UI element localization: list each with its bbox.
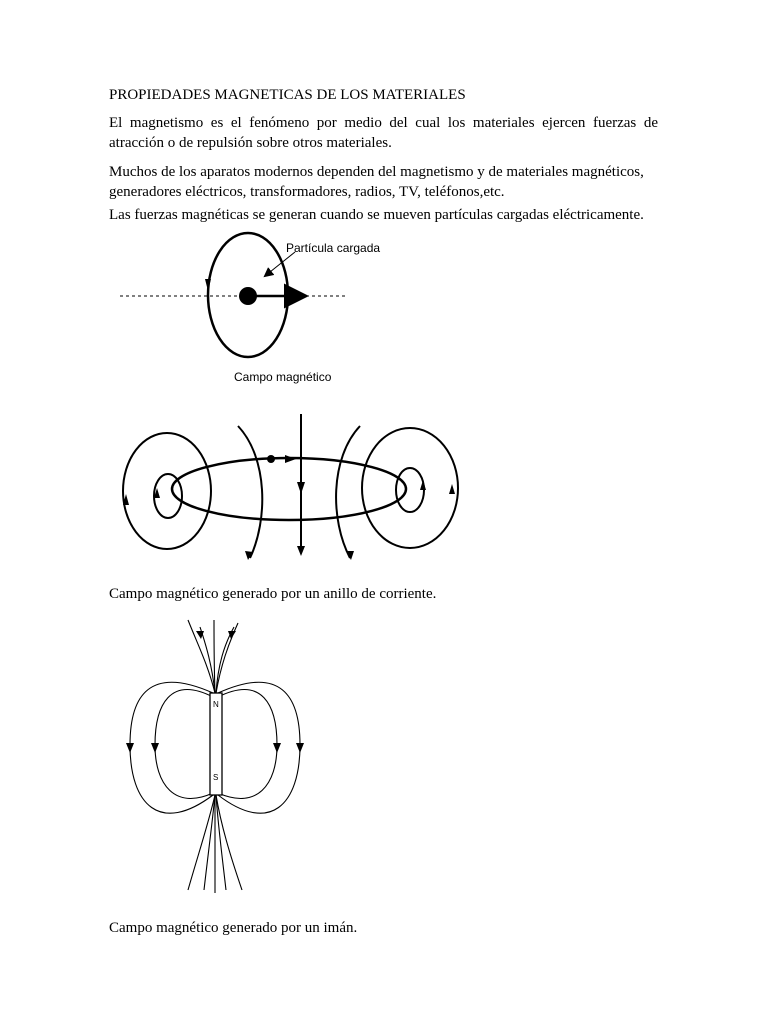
field-line-inner-left <box>155 690 213 799</box>
caption-bar-magnet: Campo magnético generado por un imán. <box>109 920 358 936</box>
pole-south-label: S <box>213 773 219 782</box>
field-line-inner-right <box>218 690 277 799</box>
moving-charge <box>267 455 275 463</box>
field-line-bottom-1 <box>188 795 215 890</box>
caption-current-loop: Campo magnético generado por un anillo de corriente. <box>109 586 437 602</box>
pole-north-label: N <box>213 700 219 709</box>
arrow-field-outer-left <box>126 743 134 753</box>
paragraph-modern-devices: Muchos de los aparatos modernos dependen del magnetismo y de materiales magnéticos, generadores eléctricos, transformadores, radios, TV, teléfonos,etc. <box>109 164 644 200</box>
arrow-inner-right <box>420 480 426 490</box>
field-line-outer-left <box>130 682 213 813</box>
field-line-top-5 <box>214 620 215 693</box>
arrow-outer-right <box>449 484 455 494</box>
field-line-bottom-2 <box>204 795 215 890</box>
arrow-field-inner-right <box>273 743 281 753</box>
arrow-ring-direction <box>285 455 296 463</box>
inner-field-loop-right <box>396 468 424 512</box>
arrow-field-outer-right <box>296 743 304 753</box>
outer-field-loop-left <box>123 433 211 549</box>
field-line-bottom-3 <box>216 795 226 890</box>
arrow-axis-down <box>297 482 305 494</box>
paragraph-magnetism-definition: El magnetismo es el fenómeno por medio del cual los materiales ejercen fuerzas de atracción o de repulsión sobre otros materiales. <box>109 115 658 151</box>
field-direction-arrow <box>205 279 211 291</box>
figure-charged-particle <box>0 225 768 395</box>
arrow-field-inner-left <box>151 743 159 753</box>
current-ring <box>172 458 406 520</box>
paragraph-magnetic-forces: Las fuerzas magnéticas se generan cuando se mueven partículas cargadas eléctricamente. <box>109 207 644 223</box>
arrow-arc-right <box>346 551 354 560</box>
field-line-top-4 <box>216 623 238 693</box>
field-arc-right <box>336 426 360 558</box>
figure-current-loop <box>0 410 768 570</box>
outer-field-loop-right <box>362 428 458 548</box>
figure-bar-magnet <box>0 615 768 900</box>
charged-particle <box>239 287 257 305</box>
field-arc-left <box>238 426 262 558</box>
document-title: PROPIEDADES MAGNETICAS DE LOS MATERIALES <box>109 87 466 103</box>
label-magnetic-field: Campo magnético <box>234 370 332 384</box>
field-line-bottom-4 <box>216 795 242 890</box>
arrow-axis-bottom <box>297 546 305 556</box>
label-charged-particle: Partícula cargada <box>286 241 381 255</box>
